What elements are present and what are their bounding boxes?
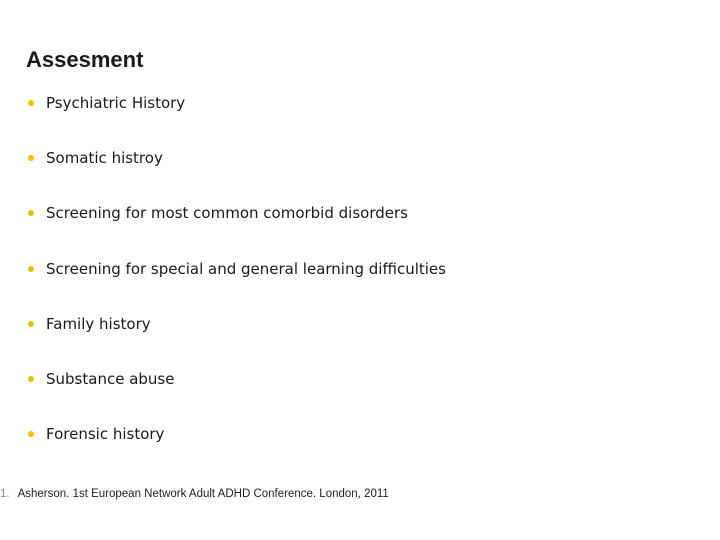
bullet-text: Forensic history bbox=[46, 425, 165, 444]
bullet-item bbox=[28, 423, 446, 478]
footnote bbox=[0, 488, 389, 500]
bullet-item bbox=[28, 258, 446, 313]
bullet-dot-icon bbox=[28, 376, 34, 382]
bullet-text: Substance abuse bbox=[46, 369, 175, 388]
footnote-number: 1. bbox=[0, 488, 10, 500]
bullet-dot-icon bbox=[28, 100, 34, 106]
bullet-dot-icon bbox=[28, 431, 34, 437]
bullet-text: Psychiatric History bbox=[46, 94, 186, 112]
bullet-text: Screening for special and general learning difficulties bbox=[46, 259, 446, 278]
bullet-text: Screening for most common comorbid disorders bbox=[46, 204, 408, 223]
bullet-item bbox=[28, 92, 446, 147]
bullet-dot-icon bbox=[28, 155, 34, 161]
bullet-text: Somatic histroy bbox=[46, 149, 163, 168]
bullet-item bbox=[28, 368, 446, 423]
bullet-item bbox=[28, 202, 446, 257]
bullet-list bbox=[28, 92, 446, 478]
bullet-text: Family history bbox=[46, 314, 151, 333]
bullet-dot-icon bbox=[28, 210, 34, 216]
bullet-item bbox=[28, 147, 446, 202]
bullet-dot-icon bbox=[28, 321, 34, 327]
bullet-dot-icon bbox=[28, 266, 34, 272]
bullet-item bbox=[28, 313, 446, 368]
slide-title: Assesment bbox=[26, 47, 144, 72]
footnote-text: Asherson. 1st European Network Adult ADHD Conference. London, 2011 bbox=[17, 488, 389, 500]
